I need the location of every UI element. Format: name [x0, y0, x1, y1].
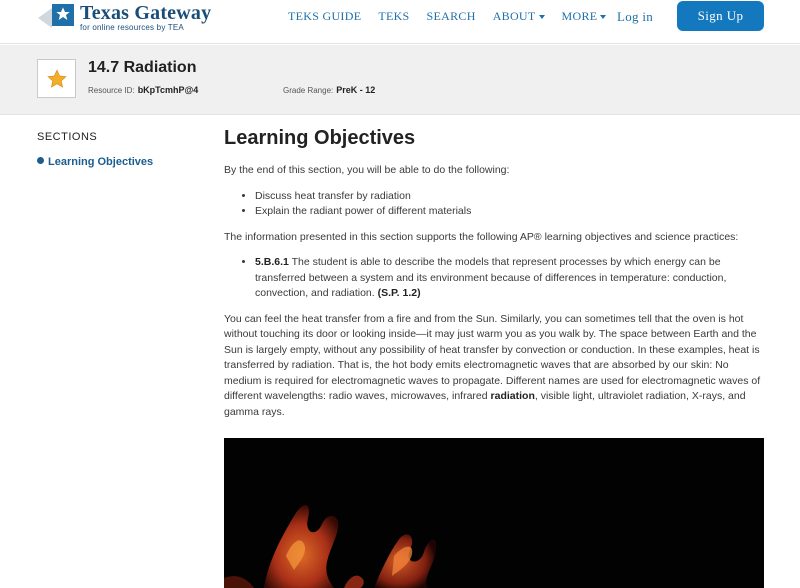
- resource-id-value: bKpTcmhP@4: [137, 85, 199, 95]
- body-bold-term: radiation: [490, 390, 535, 402]
- resource-title: 14.7 Radiation: [88, 59, 197, 76]
- nav-about-dropdown[interactable]: [493, 9, 545, 23]
- fire-photo: [224, 438, 764, 588]
- body-text-2: , visible light, ultraviolet radiation, X-rays, and gamma rays.: [224, 390, 746, 418]
- login-link[interactable]: Log in: [617, 9, 654, 24]
- grade-range-label: Grade Range:: [283, 86, 334, 95]
- nav-teks-guide-label: TEKS GUIDE: [288, 9, 362, 23]
- logo-title: Texas Gateway: [80, 2, 212, 24]
- nav-search[interactable]: [427, 9, 476, 23]
- sections-heading: SECTIONS: [37, 131, 98, 143]
- nav-more-label: MORE: [561, 9, 598, 23]
- sidebar-item-label: Learning Objectives: [48, 156, 154, 168]
- list-item: • Discuss heat transfer by radiation: [255, 189, 764, 205]
- nav-teks-guide[interactable]: [288, 9, 361, 23]
- body-paragraph: [224, 312, 764, 421]
- texas-gateway-logo[interactable]: [38, 2, 228, 36]
- nav-about-label: ABOUT: [492, 9, 536, 23]
- objectives-list: [255, 189, 764, 220]
- logo-tail-shape: [38, 8, 52, 28]
- nav-search-label: SEARCH: [426, 9, 476, 23]
- ap-intro-paragraph: The information presented in this section supports the following AP® learning objectives and science practices:: [224, 230, 739, 243]
- caret-down-icon: [539, 15, 545, 19]
- body-text-1: You can feel the heat transfer from a fire and from the Sun. Similarly, you can sometimes tell that the oven is hot without touching its door or looking inside—it may just warm you as you walk by. The space between Earth and the Sun is largely empty, without any possibility of heat transfer by convection or conduction. In these examples, heat is transferred by radiation. That is, the hot body emits electromagnetic waves that are absorbed by our skin: No medium is required for electromagnetic waves to propagate. Different names are used for electromagnetic waves of different wavelengths: radio waves, microwaves, infrared: [224, 312, 761, 402]
- top-navbar: [0, 0, 800, 44]
- ap-code: 5.B.6.1: [255, 256, 289, 268]
- list-item: • Explain the radiant power of different materials: [255, 204, 764, 220]
- main-content: [224, 126, 764, 430]
- resource-id-label: Resource ID:: [88, 86, 135, 95]
- ap-practice: (S.P. 1.2): [377, 287, 421, 299]
- sidebar-item-learning-objectives[interactable]: [37, 156, 153, 168]
- page-title: Learning Objectives: [224, 127, 416, 149]
- nav-teks[interactable]: [378, 9, 409, 23]
- list-item: [255, 255, 764, 302]
- logo-subtitle: for online resources by TEA: [80, 23, 184, 32]
- grade-range: [283, 85, 375, 95]
- intro-paragraph: By the end of this section, you will be able to do the following:: [224, 164, 510, 176]
- favorite-star-button[interactable]: [37, 59, 76, 98]
- star-icon: [46, 68, 68, 90]
- signup-button[interactable]: Sign Up: [677, 1, 764, 31]
- nav-teks-label: TEKS: [378, 9, 410, 23]
- grade-range-value: PreK - 12: [336, 85, 376, 95]
- resource-header: [0, 45, 800, 115]
- ap-text: The student is able to describe the models that represent processes by which energy can be transferred between a system and its environment because of differences in temperature: conduction, convection, and radiation.: [255, 256, 727, 299]
- resource-id: [88, 85, 198, 95]
- logo-star-icon: [52, 4, 74, 26]
- main-nav: [288, 9, 623, 23]
- ap-objectives-list: [255, 255, 764, 302]
- caret-down-icon: [600, 15, 606, 19]
- nav-more-dropdown[interactable]: [562, 9, 607, 23]
- fire-flames-image: [224, 438, 764, 588]
- active-dot-icon: [37, 157, 44, 164]
